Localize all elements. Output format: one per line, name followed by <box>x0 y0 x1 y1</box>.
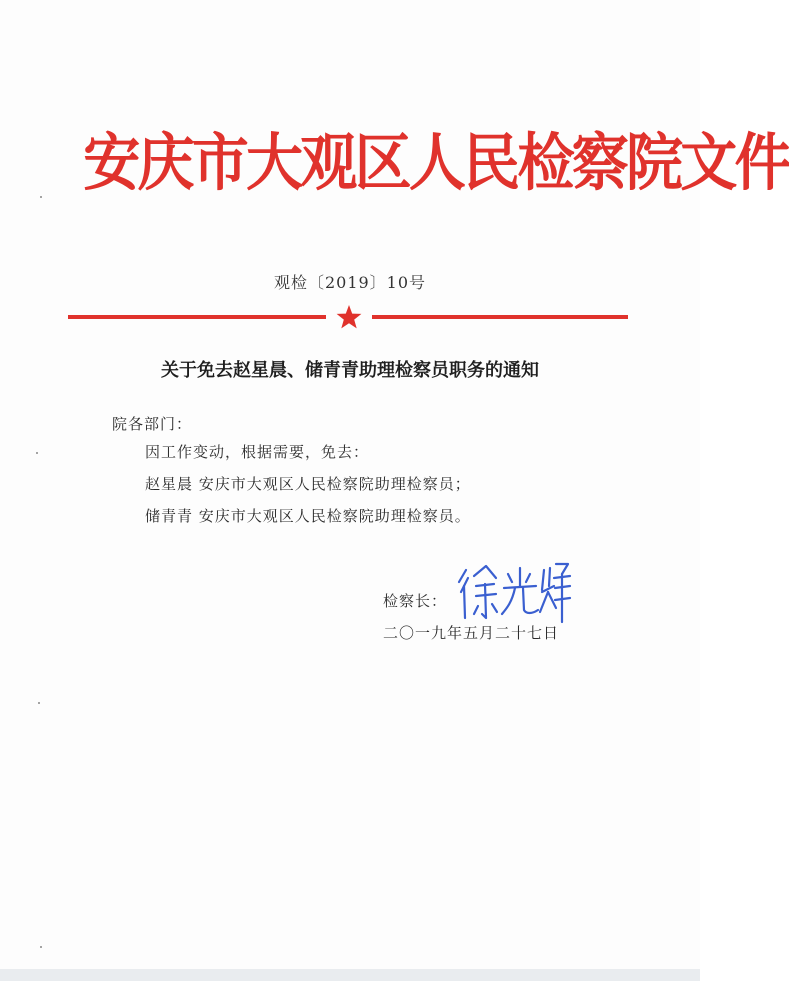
body-paragraph: 因工作变动，根据需要，免去： <box>145 443 370 461</box>
issue-date: 二〇一九年五月二十七日 <box>383 624 560 642</box>
scan-speck <box>38 702 40 704</box>
red-star-icon <box>334 302 364 332</box>
scan-speck <box>36 452 38 454</box>
scan-bottom-edge <box>0 969 700 981</box>
red-rule-left <box>68 315 326 319</box>
salutation: 院各部门： <box>112 415 193 433</box>
notice-title: 关于免去赵星晨、储青青助理检察员职务的通知 <box>161 360 539 381</box>
dismissal-item-2: 储青青 安庆市大观区人民检察院助理检察员。 <box>145 507 471 525</box>
scan-speck <box>40 196 42 198</box>
signer-role-label: 检察长： <box>383 592 448 610</box>
dismissal-item-1: 赵星晨 安庆市大观区人民检察院助理检察员； <box>145 475 471 493</box>
scan-speck <box>40 946 42 948</box>
red-rule-right <box>372 315 628 319</box>
handwritten-signature <box>452 556 572 628</box>
document-number: 观检〔2019〕10号 <box>273 273 427 292</box>
issuer-header: 安庆市大观区人民检察院文件 <box>83 126 789 199</box>
